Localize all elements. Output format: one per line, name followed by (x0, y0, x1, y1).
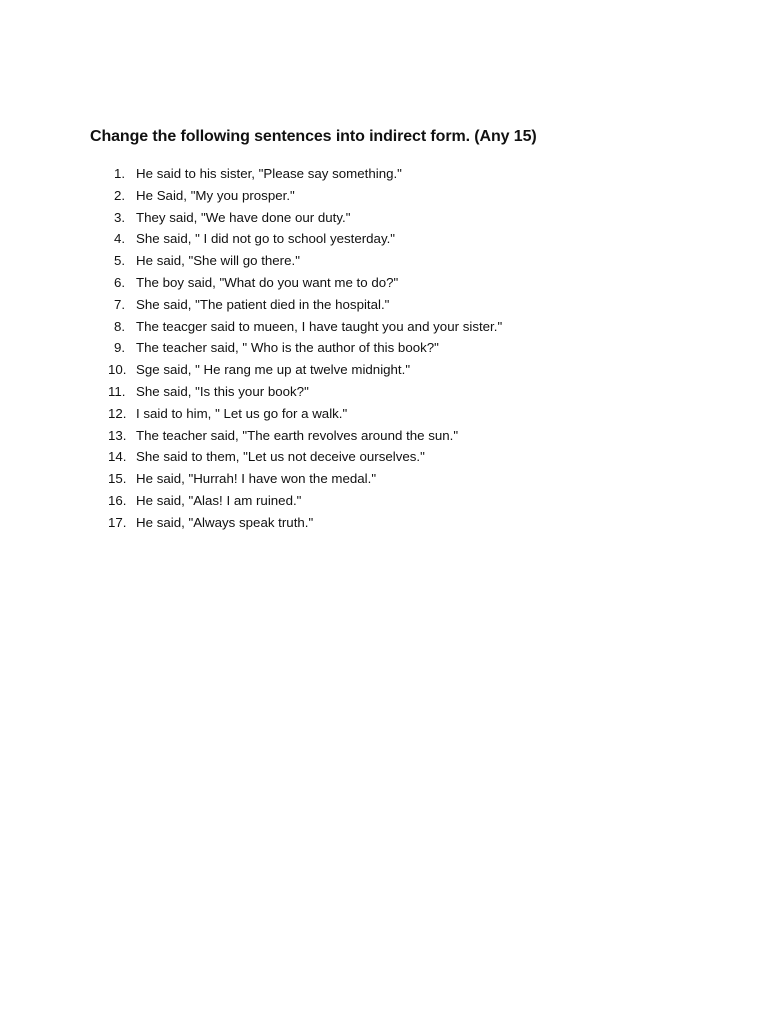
item-text: Sge said, " He rang me up at twelve midnight." (136, 362, 411, 378)
item-number: 17. (108, 514, 127, 530)
item-number: 10. (108, 362, 127, 378)
list-item (108, 425, 502, 447)
list-item (108, 359, 502, 381)
item-text: I said to him, " Let us go for a walk." (136, 405, 348, 421)
item-text: He said to his sister, "Please say something." (136, 166, 402, 181)
item-number: 15. (108, 471, 127, 487)
list-item (108, 316, 502, 338)
item-text: The teacher said, " Who is the author of this book?" (136, 340, 439, 356)
item-text: They said, "We have done our duty." (136, 209, 351, 225)
item-text: She said to them, "Let us not deceive ourselves." (136, 449, 425, 465)
list-item (108, 294, 502, 316)
list-item (108, 163, 502, 185)
item-number: 6. (114, 274, 126, 290)
item-number: 4. (114, 231, 126, 247)
list-item (108, 446, 502, 468)
item-number: 5. (114, 253, 126, 269)
item-number: 1. (114, 166, 126, 181)
item-number: 3. (114, 209, 126, 225)
item-text: He Said, "My you prosper." (136, 187, 295, 203)
item-text: The boy said, "What do you want me to do?" (136, 274, 399, 290)
list-item (108, 490, 502, 512)
list-item (108, 272, 502, 294)
list-item (108, 250, 502, 272)
item-number: 13. (108, 427, 127, 443)
item-number: 14. (108, 449, 127, 465)
list-item (108, 468, 502, 490)
item-text: He said, "Hurrah! I have won the medal." (136, 471, 377, 487)
item-text: She said, "The patient died in the hospital." (136, 296, 390, 312)
item-text: He said, "Always speak truth." (136, 514, 314, 530)
list-item (108, 337, 502, 359)
item-number: 12. (108, 405, 127, 421)
item-text: He said, "Alas! I am ruined." (136, 492, 302, 508)
item-number: 9. (114, 340, 126, 356)
item-text: She said, " I did not go to school yesterday." (136, 231, 396, 247)
item-text: The teacger said to mueen, I have taught you and your sister." (136, 318, 503, 334)
list-item (108, 185, 502, 207)
item-number: 8. (114, 318, 126, 334)
item-number: 7. (114, 296, 126, 312)
sentence-list (108, 163, 502, 534)
item-text: He said, "She will go there." (136, 253, 300, 269)
page-title: Change the following sentences into indirect form. (Any 15) (90, 128, 537, 145)
list-item (108, 228, 502, 250)
item-text: She said, "Is this your book?" (136, 383, 309, 399)
list-item (108, 512, 502, 534)
list-item (108, 403, 502, 425)
item-number: 16. (108, 492, 127, 508)
list-item (108, 207, 502, 229)
item-number: 11. (108, 383, 126, 399)
list-item (108, 381, 502, 403)
item-number: 2. (114, 187, 126, 203)
item-text: The teacher said, "The earth revolves around the sun." (136, 427, 459, 443)
